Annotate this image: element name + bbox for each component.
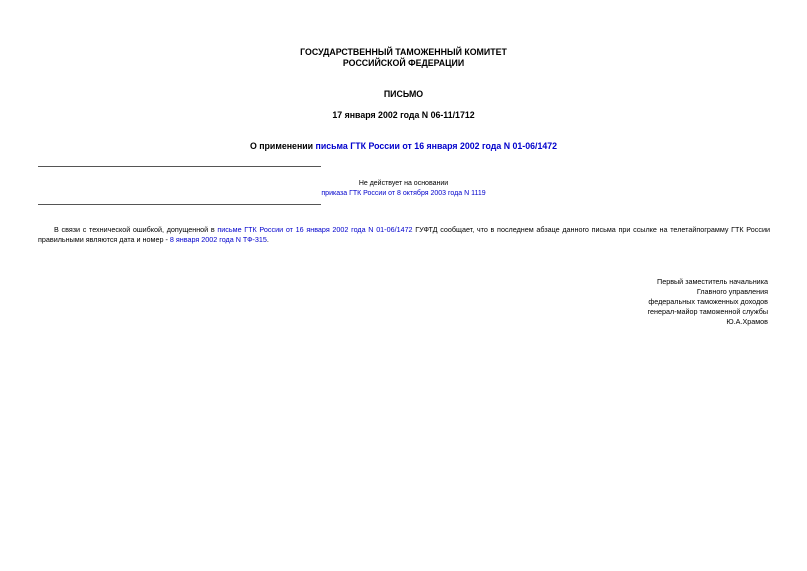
org-name-line2: РОССИЙСКОЙ ФЕДЕРАЦИИ [342, 58, 465, 68]
status-notice-line2 [0, 189, 807, 199]
org-name-line1: ГОСУДАРСТВЕННЫЙ ТАМОЖЕННЫЙ КОМИТЕТ [300, 47, 507, 57]
doc-type: ПИСЬМО [383, 89, 424, 99]
body-part1: В связи с технической ошибкой, допущенной в [54, 225, 218, 234]
signature-line3: федеральных таможенных доходов [648, 297, 768, 306]
signature-line1: Первый заместитель начальника [657, 277, 768, 286]
divider-top [38, 166, 321, 167]
status-notice-line1: Не действует на основании [358, 180, 449, 187]
subject-prefix: О применении [249, 141, 316, 151]
status-notice-link[interactable]: приказа ГТК России от 8 октября 2003 года N 1119 [321, 190, 486, 197]
signature-name: Ю.А.Храмов [726, 317, 768, 326]
doc-date-number: 17 января 2002 года N 06-11/1712 [332, 110, 475, 120]
divider-bottom [38, 204, 321, 205]
body-link-teletype[interactable]: 8 января 2002 года N ТФ-315 [169, 235, 267, 244]
body-part2: ГУФТД сообщает, что в последнем абзаце данного письма при ссылке на телетайпограмму ГТК России правильными являются дата и номер - [38, 225, 770, 244]
signature-line4: генерал-майор таможенной службы [647, 307, 768, 316]
signature-line2: Главного управления [696, 287, 768, 296]
body-part3: . [266, 235, 269, 244]
body-link-letter[interactable]: письме ГТК России от 16 января 2002 года N 01-06/1472 [217, 225, 413, 234]
doc-subject [0, 141, 807, 151]
subject-link[interactable]: письма ГТК России от 16 января 2002 года N 01-06/1472 [315, 141, 558, 151]
body-paragraph [38, 225, 770, 245]
signature-block [648, 277, 768, 327]
